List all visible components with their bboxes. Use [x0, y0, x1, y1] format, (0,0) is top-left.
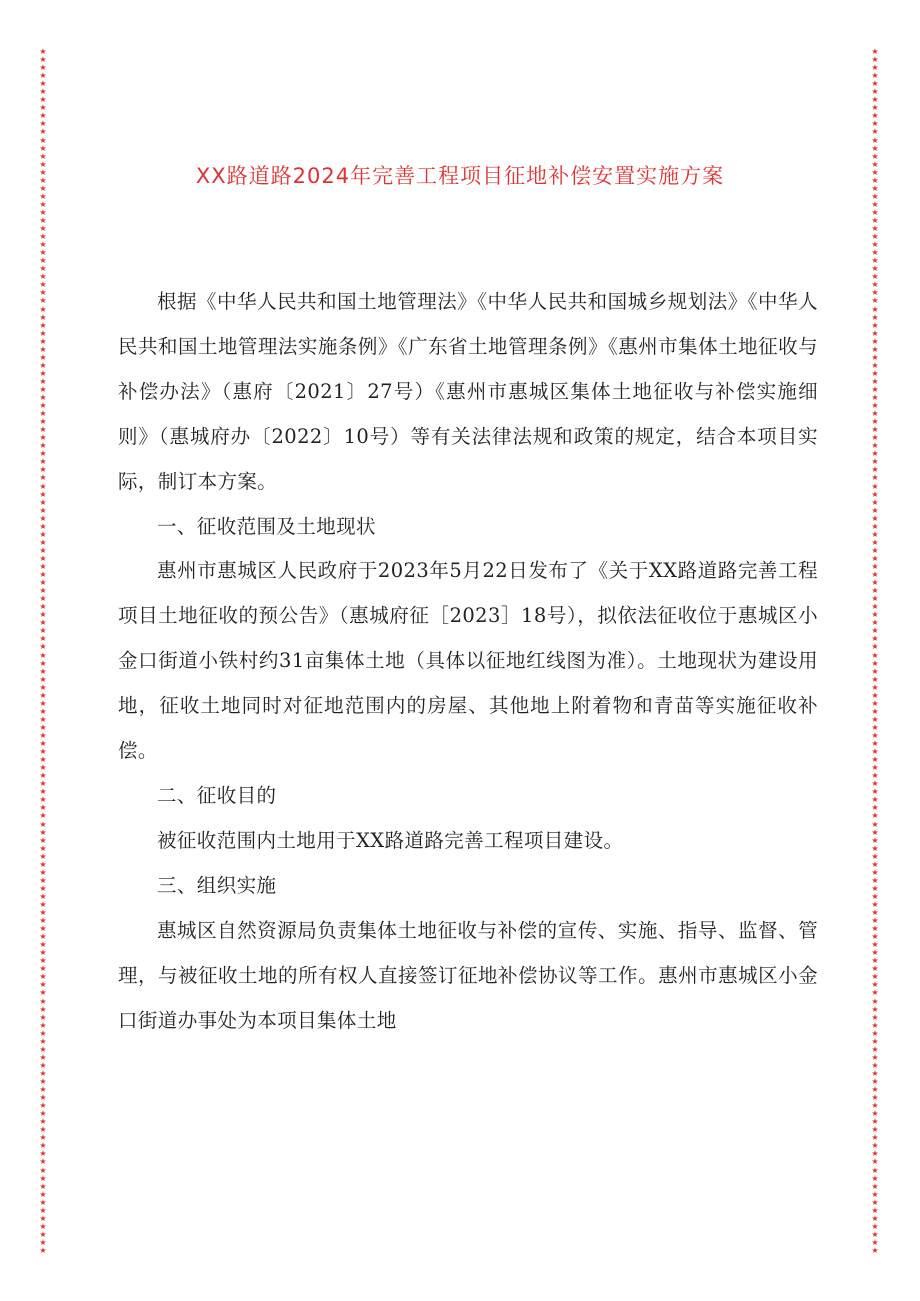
heading-section-1: 一、征收范围及土地现状: [157, 514, 376, 538]
paragraph-section-1: 惠州市惠城区人民政府于2023年5月22日发布了《关于XX路道路完善工程项目土地征收的预公告》（惠城府征［2023］18号），拟依法征收位于惠城区小金口街道小铁村约31亩集体土地（具体以征地红线图为准）。土地现状为建设用地，征收土地同时对征地范围内的房屋、其他地上附着物和青苗等实施征收补偿。: [118, 559, 818, 763]
paragraph-section-2: 被征收范围内土地用于XX路道路完善工程项目建设。: [157, 828, 624, 852]
document-body: [118, 280, 818, 1043]
heading-section-3: 三、组织实施: [157, 873, 277, 897]
star-border-right: ★ ★ ★ ★ ★ ★ ★ ★ ★ ★ ★ ★ ★ ★ ★ ★ ★ ★ ★ ★ ★ ★ ★ ★ ★ ★ ★ ★ ★ ★ ★ ★ ★ ★ ★ ★ ★ ★ ★ ★ ★ ★ ★ ★ ★ ★ ★ ★ ★ ★ ★ ★ ★ ★ ★ ★ ★ ★ ★ ★ ★ ★ ★ ★ ★ ★ ★ ★ ★ ★ ★ ★ ★ ★ ★ ★ ★ ★ ★ ★ ★ ★ ★ ★ ★ ★ ★ ★ ★ ★ ★ ★ ★ ★ ★ ★ ★ ★ ★ ★ ★ ★ ★ ★ ★ ★ ★ ★ ★ ★ ★ ★ ★ ★ ★ ★ ★ ★ ★ ★ ★ ★ ★ ★ ★ ★ ★ ★ ★ ★ ★ ★ ★ ★ ★ ★ ★ ★ ★ ★ ★ ★ ★ ★ ★ ★ ★ ★ ★ ★: [871, 48, 879, 1253]
star-border-left: ★ ★ ★ ★ ★ ★ ★ ★ ★ ★ ★ ★ ★ ★ ★ ★ ★ ★ ★ ★ ★ ★ ★ ★ ★ ★ ★ ★ ★ ★ ★ ★ ★ ★ ★ ★ ★ ★ ★ ★ ★ ★ ★ ★ ★ ★ ★ ★ ★ ★ ★ ★ ★ ★ ★ ★ ★ ★ ★ ★ ★ ★ ★ ★ ★ ★ ★ ★ ★ ★ ★ ★ ★ ★ ★ ★ ★ ★ ★ ★ ★ ★ ★ ★ ★ ★ ★ ★ ★ ★ ★ ★ ★ ★ ★ ★ ★ ★ ★ ★ ★ ★ ★ ★ ★ ★ ★ ★ ★ ★ ★ ★ ★ ★ ★ ★ ★ ★ ★ ★ ★ ★ ★ ★ ★ ★ ★ ★ ★ ★ ★ ★ ★ ★ ★ ★ ★ ★ ★ ★ ★ ★ ★ ★ ★ ★ ★ ★ ★ ★: [39, 48, 47, 1253]
paragraph-intro: 根据《中华人民共和国土地管理法》《中华人民共和国城乡规划法》《中华人民共和国土地管理法实施条例》《广东省土地管理条例》《惠州市集体土地征收与补偿办法》（惠府〔2021〕27号）《惠州市惠城区集体土地征收与补偿实施细则》（惠城府办〔2022〕10号）等有关法律法规和政策的规定，结合本项目实际，制订本方案。: [118, 290, 818, 493]
paragraph-section-3: 惠城区自然资源局负责集体土地征收与补偿的宣传、实施、指导、监督、管理，与被征收土地的所有权人直接签订征地补偿协议等工作。惠州市惠城区小金口街道办事处为本项目集体土地: [118, 918, 818, 1032]
heading-section-2: 二、征收目的: [157, 783, 277, 807]
document-title: XX路道路2024年完善工程项目征地补偿安置实施方案: [195, 164, 725, 188]
